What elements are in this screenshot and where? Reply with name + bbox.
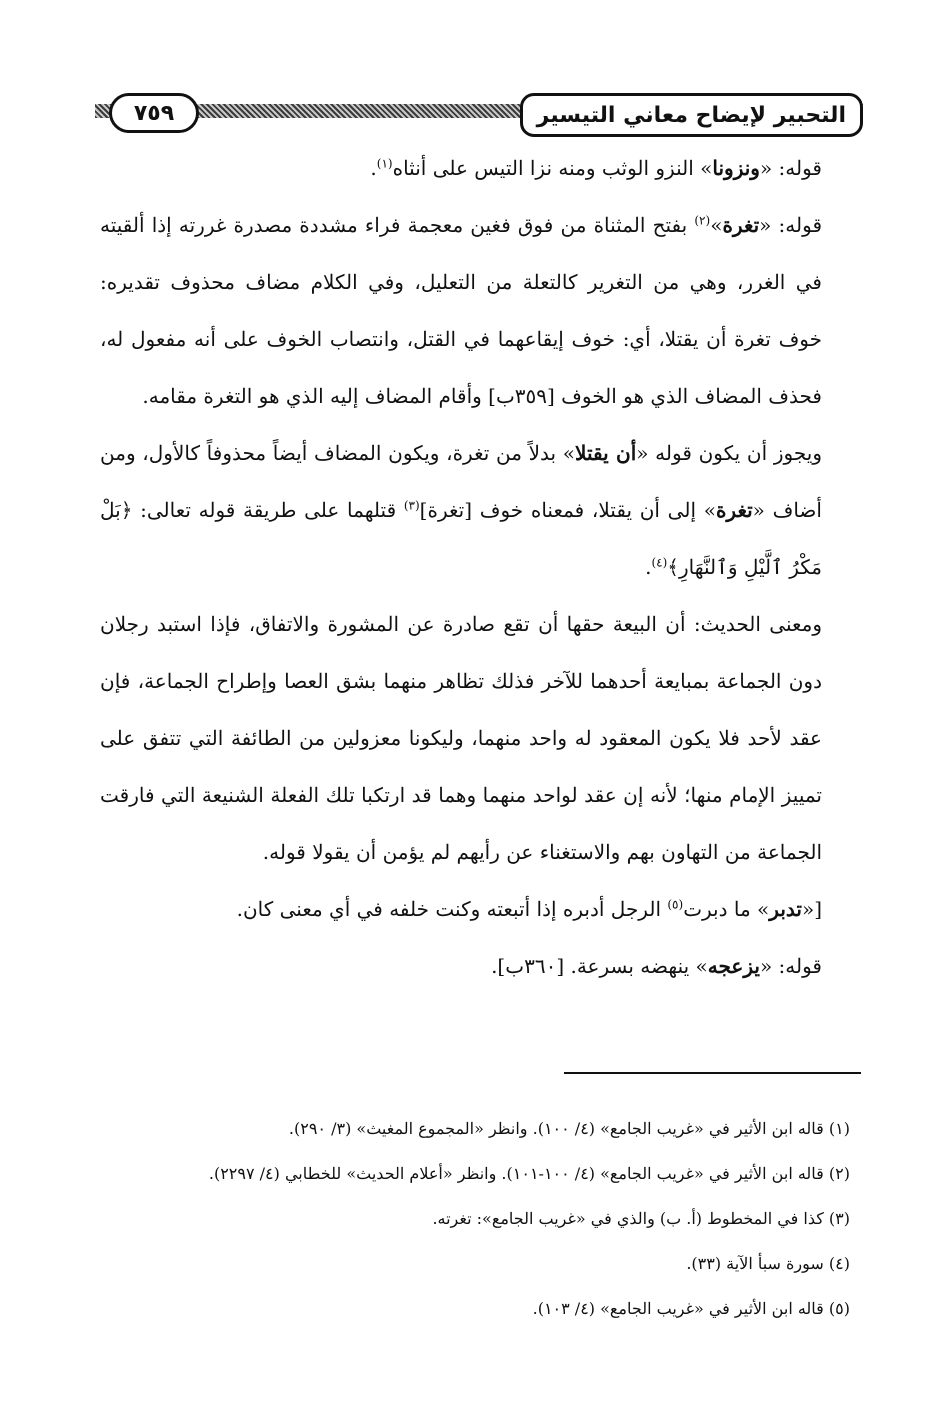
- footnote-ref-3: (٣): [403, 498, 420, 513]
- page-number: ٧٥٩: [109, 93, 199, 133]
- footnote-ref-5: (٥): [667, 897, 684, 912]
- footnote-3: (٣) كذا في المخطوط (أ. ب) والذي في «غريب الجامع»: تغرته.: [432, 1209, 850, 1228]
- paragraph-3: ويجوز أن يكون قوله «أن يقتلا» بدلاً من تغرة، ويكون المضاف أيضاً محذوفاً كالأول، ومن أضاف «تغرة» إلى أن يقتلا، فمعناه خوف [تغرة]$^{(٣)}$ قتلهما على طريقة قوله تعالى: ﴿بَلْ مَكْرُ ٱلَّيْلِ وَٱلنَّهَارِ﴾$^{(٤)}$.: [100, 441, 822, 579]
- page-header: [95, 93, 863, 139]
- book-title: التحبير لإيضاح معاني التيسير: [520, 93, 863, 137]
- paragraph-4: ومعنى الحديث: أن البيعة حقها أن تقع صادرة عن المشورة والاتفاق، فإذا استبد رجلان دون الجماعة بمبايعة أحدهما للآخر فذلك تظاهر منهما بشق العصا وإطراح الجماعة، فإن عقد لأحد فلا يكون المعقود له واحد منهما، وليكونا معزولين من الطائفة التي تتفق على تمييز الإمام منها؛ لأنه إن عقد لواحد منهما وهما قد ارتكبا تلك الفعلة الشنيعة التي فارقت الجماعة من التهاون بهم والاستغناء عن رأيهم لم يؤمن أن يقولا قوله.: [100, 612, 822, 864]
- paragraph-2: قوله: «تغرة»$^{(٢)}$ بفتح المثناة من فوق فغين معجمة فراء مشددة مصدرة غررته إذا ألقيته في الغرر، وهي من التغرير كالتعلة من التعليل، وفي الكلام مضاف محذوف تقديره: خوف تغرة أن يقتلا، أي: خوف إيقاعهما في القتل، وانتصاب الخوف على أنه مفعول له، فحذف المضاف الذي هو الخوف [٣٥٩ب] وأقام المضاف إليه الذي هو التغرة مقامه.: [100, 213, 823, 408]
- footnotes: [100, 1106, 864, 1331]
- footnote-ref-1: (١): [376, 156, 393, 171]
- footnote-5: (٥) قاله ابن الأثير في «غريب الجامع» (٤/ ١٠٣).: [532, 1299, 850, 1318]
- footnote-separator: [564, 1072, 861, 1074]
- footnote-2: (٢) قاله ابن الأثير في «غريب الجامع» (٤/ ١٠٠-١٠١). وانظر «أعلام الحديث» للخطابي (٤/ ٢٢٩٧).: [208, 1164, 850, 1183]
- footnote-ref-4: (٤): [651, 555, 668, 570]
- footnote-1: (١) قاله ابن الأثير في «غريب الجامع» (٤/ ١٠٠). وانظر «المجموع المغيث» (٣/ ٢٩٠).: [288, 1119, 850, 1138]
- paragraph-1: قوله: «ونزونا» النزو الوثب ومنه نزا التيس على أنثاه$^{(١)}$.: [370, 156, 822, 180]
- footnote-4: (٤) سورة سبأ الآية (٣٣).: [686, 1254, 850, 1273]
- paragraph-6: قوله: «يزعجه» ينهضه بسرعة. [٣٦٠ب].: [491, 954, 822, 978]
- footnote-ref-2: (٢): [694, 213, 711, 228]
- paragraph-5: [«تدبر» ما دبرت$^{(٥)}$ الرجل أدبره إذا أتبعته وكنت خلفه في أي معنى كان.: [236, 897, 822, 921]
- main-text: [100, 140, 864, 995]
